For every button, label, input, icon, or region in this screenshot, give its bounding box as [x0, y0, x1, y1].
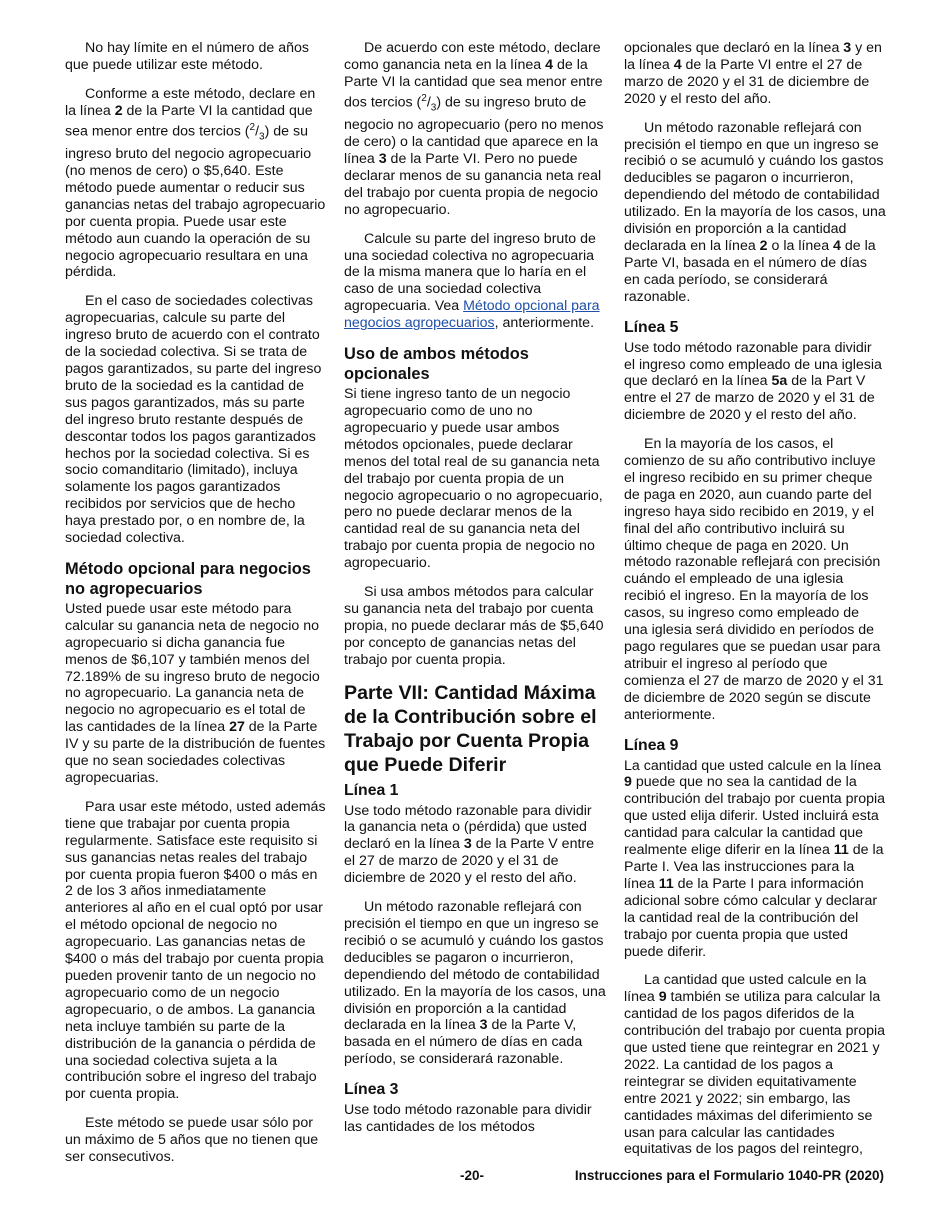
- paragraph: Para usar este método, usted además tiene que trabajar por cuenta propia regularmente. Satisface este requisito si sus ganancias netas reales del trabajo por cuenta propia fueron $400 o más en 2 de los 3 años inmediatamente anteriores al año en el cual optó por usar el método opcional de negocio no agropecuario. Las ganancias netas de $400 o más del trabajo por cuenta propia pueden provenir tanto de un negocio no agropecuario como de un negocio agropecuario, o de ambos. La ganancia neta incluye también su parte de la distribución de la ganancia o pérdida de una sociedad colectiva sujeta a la contribución sobre el ingreso del trabajo por cuenta propia.: [65, 798, 326, 1103]
- line-heading: Línea 5: [624, 318, 679, 336]
- paragraph: De acuerdo con este método, declare como ganancia neta en la línea 4 de la Parte VI la cantidad que sea menor entre dos tercios $(^2/_3)$ de su ingreso bruto de negocio no agropecuario (pero no menos de cero) o la cantidad que aparece en la línea 3 de la Parte VI. Pero no puede declarar menos de su ganancia neta real del trabajo por cuenta propia de negocio no agropecuario.: [344, 40, 604, 218]
- paragraph: Un método razonable reflejará con precisión el tiempo en que un ingreso se recibió o se acumuló y cuándo los gastos deducibles se pagaron o incurrieron, dependiendo del método de contabilidad utilizado. En la mayoría de los casos, una división en proporción a la cantidad declarada en la línea 2 o la línea 4 de la Parte VI, basada en el número de días en cada período, se considerará razonable.: [624, 119, 886, 305]
- paragraph: La cantidad que usted calcule en la línea 9 puede que no sea la cantidad de la contribución del trabajo por cuenta propia que usted elija diferir. Usted incluirá esta cantidad para calcular la cantidad que realmente elige diferir en la línea 11 de la Parte I. Vea las instrucciones para la línea 11 de la Parte I para información adicional sobre cómo calcular y declarar la cantidad real de la contribución del trabajo por cuenta propia que usted puede diferir.: [624, 757, 886, 960]
- paragraph: La cantidad que usted calcule en la línea 9 también se utiliza para calcular la cantidad de los pagos diferidos de la contribución del trabajo por cuenta propia que usted tiene que reintegrar en 2021 y 2022. La cantidad de los pagos a reintegrar se dividen equitativamente entre 2021 y 2022; sin embargo, las cantidades máximas del diferimiento se usan para calcular las cantidades equitativas de los pagos del reintegro,: [624, 972, 886, 1158]
- line-heading: Línea 1: [344, 781, 399, 799]
- page-footer: [0, 1168, 950, 1186]
- paragraph: Calcule su parte del ingreso bruto de una sociedad colectiva no agropecuaria de la misma manera que lo haría en el caso de una sociedad colectiva agropecuaria. Vea Método opcional para negocios agropecuarios, anteriormente.: [344, 230, 600, 332]
- column-1: [65, 40, 327, 1178]
- paragraph: En el caso de sociedades colectivas agropecuarias, calcule su parte del ingreso bruto de acuerdo con el contrato de la sociedad colectiva. Si se trata de pagos garantizados, su parte del ingreso bruto de la sociedad es la cantidad de sus pagos garantizados, más su parte del ingreso bruto restante después de descontar todos los pagos garantizados hechos por la sociedad colectiva. Si es socio comanditario (limitado), incluya solamente los pagos garantizados recibidos por servicios que de hecho haya prestado por, o en nombre de, la sociedad colectiva.: [65, 293, 322, 547]
- line-heading: Línea 9: [624, 736, 679, 754]
- paragraph: Use todo método razonable para dividir las cantidades de los métodos: [344, 1102, 592, 1136]
- paragraph: Un método razonable reflejará con precisión el tiempo en que un ingreso se recibió o se acumuló y cuándo los gastos deducibles se pagaron o incurrieron, dependiendo del método de contabilidad utilizado. En la mayoría de los casos, una división en proporción a la cantidad declarada en la línea 3 de la Parte V, basada en el número de días en cada período, se considerará razonable.: [344, 899, 606, 1068]
- form-title: Instrucciones para el Formulario 1040-PR (2020): [574, 1168, 884, 1183]
- paragraph: Si usa ambos métodos para calcular su ganancia neta del trabajo por cuenta propia, no puede declarar más de $5,640 por concepto de ganancias netas del trabajo por cuenta propia.: [344, 584, 604, 668]
- paragraph: Si tiene ingreso tanto de un negocio agropecuario como de uno no agropecuario y puede usar ambos métodos opcionales, puede declarar menos del total real de su ganancia neta del trabajo por cuenta propia de un negocio agropecuario o no agropecuario, pero no puede declarar menos de la cantidad real de su ganancia neta del trabajo por cuenta propia de negocio no agropecuario.: [344, 386, 603, 572]
- paragraph: Usted puede usar este método para calcular su ganancia neta de negocio no agropecuario si dicha ganancia fue menos de $6,107 y también menos del 72.189% de su ingreso bruto de negocio no agropecuario. La ganancia neta de negocio no agropecuario es el total de las cantidades de la línea 27 de la Parte IV y su parte de la distribución de fuentes que no sean sociedades colectivas agropecuarias.: [65, 600, 326, 786]
- line-heading: Línea 3: [344, 1081, 399, 1099]
- paragraph: Conforme a este método, declare en la línea 2 de la Parte VI la cantidad que sea menor entre dos tercios $(^2/_3)$ de su ingreso bruto del negocio agropecuario (no menos de cero) o $5,640. Este método puede aumentar o reducir sus ganancias netas del trabajo agropecuario por cuenta propia. Puede usar este método aun cuando la operación de su negocio agropecuario resultara en una pérdida.: [65, 85, 326, 281]
- paragraph: En la mayoría de los casos, el comienzo de su año contributivo incluye el ingreso recibido en su primer cheque de paga en 2020, aun cuando parte del ingreso haya sido recibido en 2019, y el final del año contributivo incluirá su último cheque de paga en 2020. Un método razonable reflejará con precisión cuándo el empleado de una iglesia recibió el ingreso. En la mayoría de los casos, su ingreso como empleado de una iglesia será dividido en períodos de pago regulares que se puedan usar para atribuir el ingreso al período que comienza el 27 de marzo de 2020 y el 31 de diciembre de 2020 según se discute anteriormente.: [624, 436, 884, 723]
- section-heading: Uso de ambos métodos opcionales: [344, 345, 529, 384]
- page-number: -20-: [460, 1168, 485, 1183]
- paragraph: Este método se puede usar sólo por un máximo de 5 años que no tienen que ser consecutivos.: [65, 1115, 319, 1166]
- paragraph: Use todo método razonable para dividir la ganancia neta o (pérdida) que usted declaró en la línea 3 de la Parte V entre el 27 de marzo de 2020 y el 31 de diciembre de 2020 y el resto del año.: [344, 802, 595, 887]
- section-heading: Método opcional para negocios no agropecuarios: [65, 559, 311, 598]
- paragraph: opcionales que declaró en la línea 3 y en la línea 4 de la Parte VI entre el 27 de marzo de 2020 y el 31 de diciembre de 2020 y el resto del año.: [624, 40, 882, 107]
- paragraph: No hay límite en el número de años que puede utilizar este método.: [65, 40, 309, 73]
- link-metodo-opcional-agropecuarios[interactable]: Método opcional para negocios agropecuarios: [344, 298, 600, 332]
- column-3: [624, 40, 886, 1158]
- paragraph: Use todo método razonable para dividir el ingreso como empleado de una iglesia que declaró en la línea 5a de la Part V entre el 27 de marzo de 2020 y el 31 de diciembre de 2020 y el resto del año.: [624, 339, 882, 424]
- part-heading: Parte VII: Cantidad Máxima de la Contribución sobre el Trabajo por Cuenta Propia que Puede Diferir: [344, 681, 597, 776]
- column-2: [344, 40, 606, 1136]
